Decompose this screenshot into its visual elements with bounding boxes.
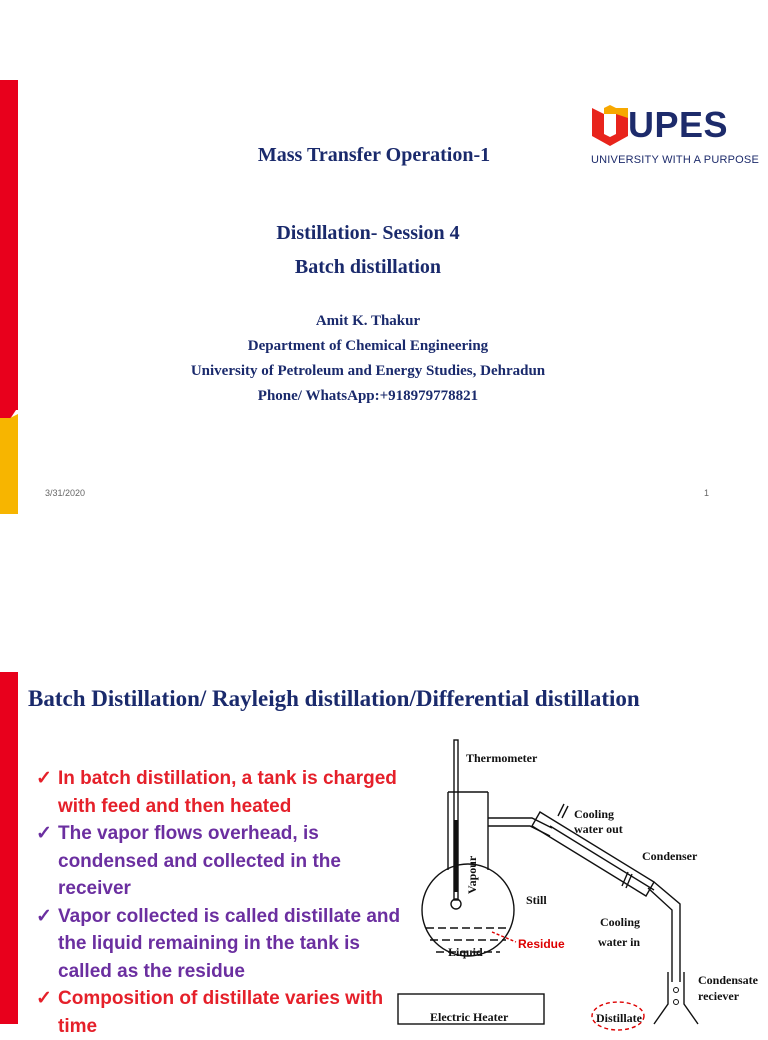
author-phone: Phone/ WhatsApp:+918979778821	[257, 388, 479, 404]
bullet-item	[36, 820, 406, 903]
red-accent-bar	[0, 672, 18, 1024]
session-title: Distillation- Session 4	[276, 222, 460, 244]
author-department: Department of Chemical Engineering	[247, 338, 489, 354]
upes-tagline: UNIVERSITY WITH A PURPOSE	[591, 154, 759, 166]
bullet-text: In batch distillation, a tank is charged with feed and then heated	[58, 768, 397, 817]
slide-number: 1	[704, 488, 710, 498]
bullet-text: The vapor flows overhead, is condensed and collected in the receiver	[58, 823, 341, 899]
cooling-out-label-2: water out	[574, 822, 623, 836]
bullet-text: Composition of distillate varies with time	[58, 988, 384, 1037]
bullet-text: Vapor collected is called distillate and the liquid remaining in the tank is called as the residue	[58, 905, 401, 982]
bullet-item	[36, 903, 406, 986]
author-university: University of Petroleum and Energy Studies, Dehradun	[190, 363, 546, 379]
batch-distillation-diagram	[392, 732, 768, 1024]
author-name: Amit K. Thakur	[315, 313, 421, 329]
slide-title: Batch Distillation/ Rayleigh distillation/Differential distillation	[28, 686, 640, 711]
distillate-label: Distillate	[596, 1011, 642, 1025]
topic-title: Batch distillation	[294, 256, 442, 278]
side-arm-shape	[488, 818, 552, 836]
bullet-item	[36, 985, 406, 1040]
slide-date: 3/31/2020	[45, 488, 86, 498]
checkmark-icon: ✓	[36, 988, 52, 1009]
condensate-label: Condensate	[698, 973, 759, 987]
content-slide	[0, 672, 768, 1037]
receiver-flask-shape	[654, 972, 698, 1024]
course-title: Mass Transfer Operation-1	[257, 144, 491, 166]
bullet-item	[36, 765, 406, 820]
vapour-label: Vapour	[465, 855, 479, 894]
checkmark-icon: ✓	[36, 768, 52, 789]
condenser-label: Condenser	[642, 849, 698, 863]
cooling-out-label: Cooling	[574, 807, 615, 821]
upes-brand: UPES	[628, 104, 729, 145]
liquid-label: Liquid	[448, 945, 483, 959]
upes-logo-icon	[590, 104, 630, 148]
yellow-chevron-shape	[0, 414, 20, 434]
receiver-label: reciever	[698, 989, 740, 1003]
residue-label: Residue	[518, 937, 565, 951]
cooling-in-label: Cooling	[600, 915, 641, 929]
red-accent-bar	[0, 80, 18, 410]
cooling-in-label-2: water in	[598, 935, 641, 949]
heater-label: Electric Heater	[430, 1010, 509, 1024]
checkmark-icon: ✓	[36, 905, 52, 927]
still-label: Still	[526, 893, 547, 907]
checkmark-icon: ✓	[36, 823, 52, 844]
thermometer-label: Thermometer	[466, 751, 538, 765]
outlet-tube-shape	[648, 882, 680, 982]
bullet-list	[36, 765, 406, 1040]
slide-gap	[0, 560, 768, 672]
